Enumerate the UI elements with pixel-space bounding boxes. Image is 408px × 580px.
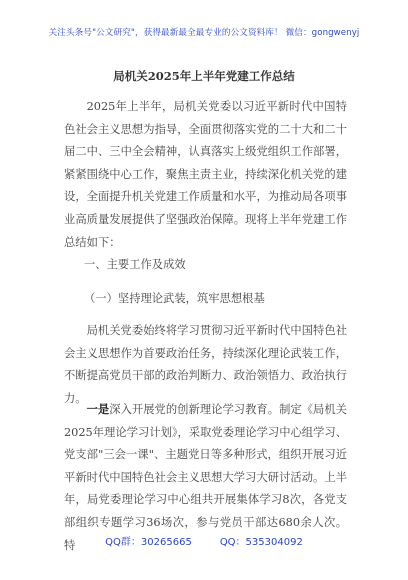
intro-paragraph: 2025年上半年，局机关党委以习近平新时代中国特色社会主义思想为指导，全面贯彻落实党的二十大和二十届二中、三中全会精神，认真落实上级党组织工作部署，紧紧围绕中心工作，聚焦主责主业，持续深化机关党的建设，全面提升机关党建工作质量和水平，为推动局各项事业高质量发展提供了坚强政治保障。现将上半年党建工作总结如下： bbox=[64, 100, 347, 249]
document-title: 局机关2025年上半年党建工作总结 bbox=[113, 69, 295, 83]
header-banner: 关注头条号"公文研究"，获得最新最全最专业的公文资料库！ 微信：gongwenyj bbox=[48, 28, 360, 38]
point-body: 深入开展党的创新理论学习教育。制定《局机关2025年理论学习计划》，采取党委理论学习中心组学习、党支部"三会一课"、主题党日等多种形式，组织开展习近平新时代中国特色社会主义思想大学习大研讨活动。上半年，局党委理论学习中心组共开展集体学习8次，各党支部组织专题学习36场次，参与党员干部达680余人次。特 bbox=[64, 403, 347, 552]
footer-contact bbox=[0, 533, 408, 548]
footer-qq-group: QQ群：30265665 bbox=[105, 537, 192, 548]
section-heading: 一、主要工作及成效 bbox=[84, 258, 186, 271]
subsection-heading: （一）坚持理论武装，筑牢思想根基 bbox=[84, 292, 265, 305]
footer-qq: QQ：535304092 bbox=[219, 537, 303, 548]
subsection-paragraph: 局机关党委始终将学习贯彻习近平新时代中国特色社会主义思想作为首要政治任务，持续深化理论武装工作，不断提高党员干部的政治判断力、政治领悟力、政治执行力。 bbox=[64, 324, 347, 405]
point-lead: 一是 bbox=[86, 402, 110, 416]
